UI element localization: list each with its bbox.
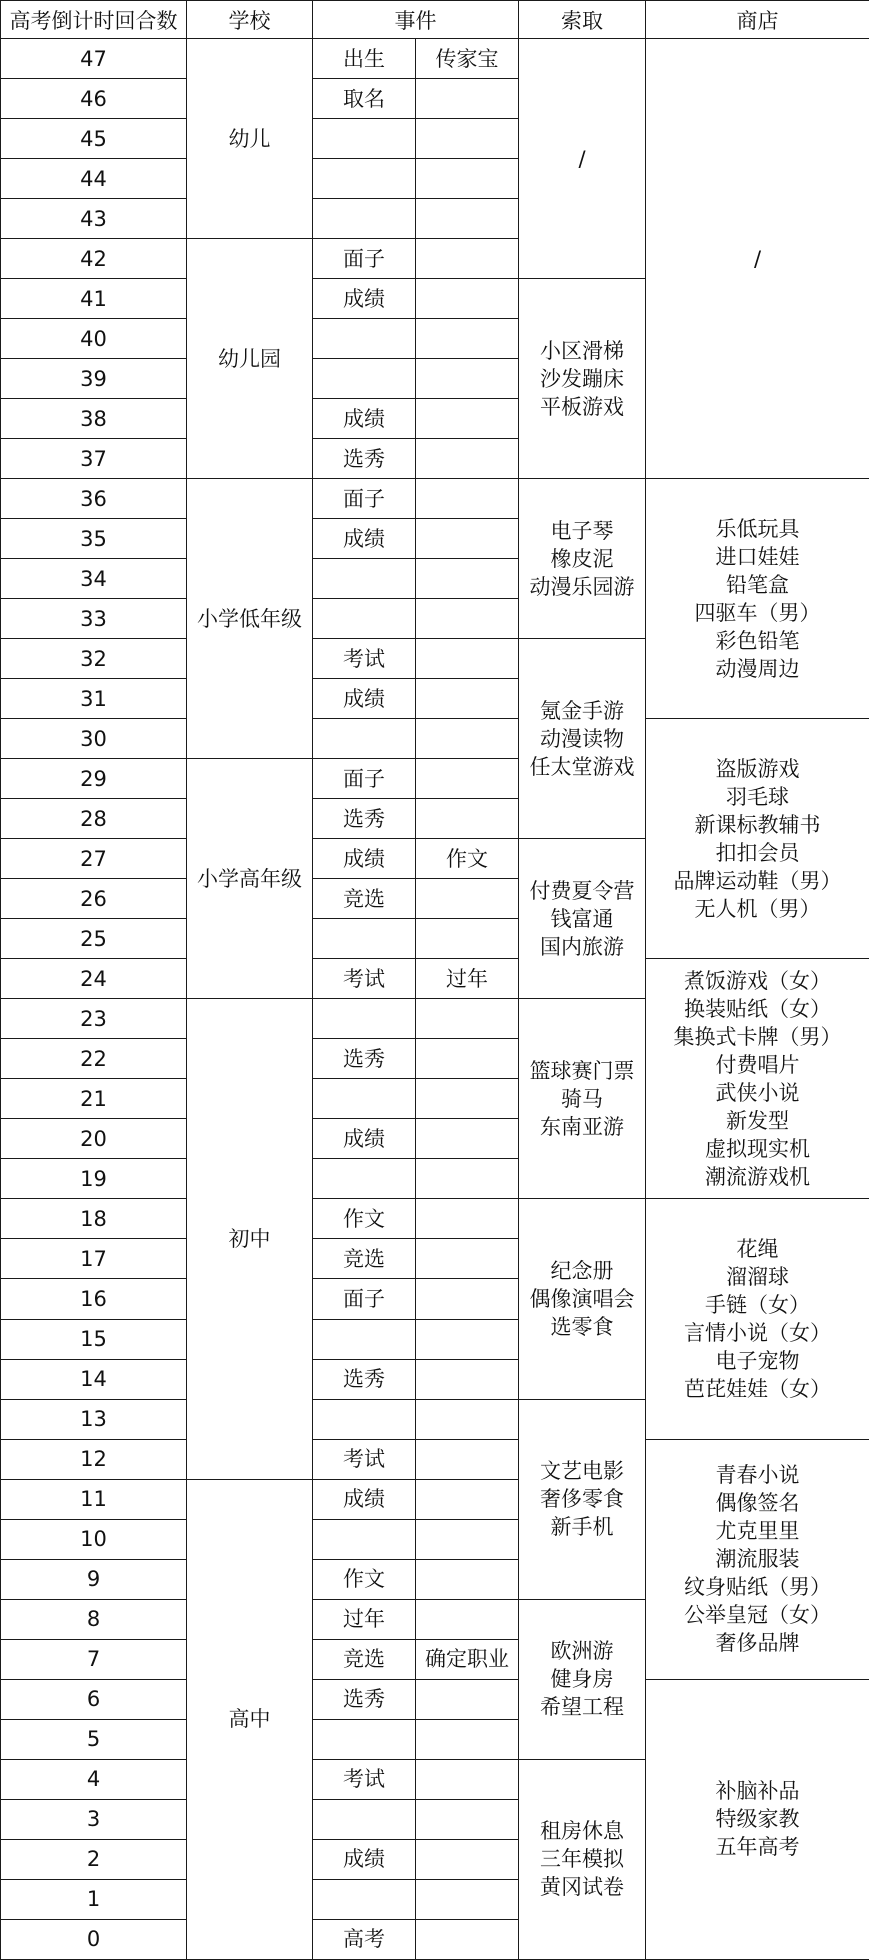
round-number: 8 [1, 1599, 187, 1639]
round-number: 33 [1, 599, 187, 639]
event-main [313, 919, 416, 959]
shop-group-item: 潮流游戏机 [705, 1164, 810, 1189]
event-main: 考试 [313, 959, 416, 999]
event-extra [416, 1519, 519, 1559]
event-extra [416, 1719, 519, 1759]
event-main: 作文 [313, 1559, 416, 1599]
round-number: 41 [1, 279, 187, 319]
demand-group-item: 小区滑梯 [540, 338, 624, 363]
event-main: 面子 [313, 479, 416, 519]
shop-group-item: 纹身贴纸（男） [684, 1575, 831, 1600]
shop-group-item: 新发型 [726, 1108, 789, 1133]
event-extra [416, 759, 519, 799]
event-extra [416, 1319, 519, 1359]
school-stage: 小学低年级 [187, 479, 313, 759]
event-main: 出生 [313, 39, 416, 79]
event-main: 考试 [313, 639, 416, 679]
event-extra [416, 319, 519, 359]
shop-group-item: 补脑补品 [715, 1779, 800, 1804]
round-number: 3 [1, 1799, 187, 1839]
event-extra [416, 719, 519, 759]
round-number: 20 [1, 1119, 187, 1159]
round-number: 11 [1, 1479, 187, 1519]
event-extra [416, 799, 519, 839]
event-extra [416, 279, 519, 319]
shop-group-item: 动漫周边 [715, 656, 800, 681]
round-number: 18 [1, 1199, 187, 1239]
demand-group-item: 租房休息 [540, 1819, 624, 1844]
demand-group [519, 839, 646, 999]
event-extra [416, 79, 519, 119]
event-main [313, 1719, 416, 1759]
round-number: 46 [1, 79, 187, 119]
event-main: 选秀 [313, 799, 416, 839]
event-main: 选秀 [313, 1359, 416, 1399]
event-extra [416, 1559, 519, 1599]
shop-group [646, 959, 869, 1199]
event-main: 选秀 [313, 1679, 416, 1719]
event-extra [416, 1359, 519, 1399]
demand-group-item: 篮球赛门票 [529, 1058, 635, 1083]
shop-group-item: 偶像签名 [715, 1491, 800, 1516]
event-main [313, 1399, 416, 1439]
round-number: 30 [1, 719, 187, 759]
event-main: 成绩 [313, 399, 416, 439]
round-number: 32 [1, 639, 187, 679]
event-extra: 传家宝 [416, 39, 519, 79]
round-number: 5 [1, 1719, 187, 1759]
event-extra [416, 919, 519, 959]
event-extra [416, 639, 519, 679]
event-main [313, 319, 416, 359]
event-main [313, 559, 416, 599]
event-main: 面子 [313, 759, 416, 799]
round-number: 45 [1, 119, 187, 159]
demand-group-item: 国内旅游 [540, 934, 624, 959]
demand-group-item: 选零食 [550, 1314, 614, 1339]
school-stage: 小学高年级 [187, 759, 313, 999]
event-main: 成绩 [313, 279, 416, 319]
event-extra [416, 1439, 519, 1479]
event-main [313, 359, 416, 399]
shop-group-item: 彩色铅笔 [715, 628, 800, 653]
demand-group [519, 1399, 646, 1599]
event-main [313, 1519, 416, 1559]
event-extra: 确定职业 [416, 1639, 519, 1679]
shop-group-item: 盗版游戏 [715, 756, 800, 781]
header-row [1, 1, 869, 39]
event-main [313, 1079, 416, 1119]
school-stage: 幼儿 [187, 39, 313, 239]
round-number: 39 [1, 359, 187, 399]
round-number: 4 [1, 1759, 187, 1799]
shop-group-item: 换装贴纸（女） [684, 996, 831, 1021]
round-number: 42 [1, 239, 187, 279]
demand-group [519, 279, 646, 479]
round-number: 24 [1, 959, 187, 999]
demand-group [519, 1759, 646, 1959]
event-extra [416, 1399, 519, 1439]
demand-group-item: / [578, 146, 586, 171]
event-main: 取名 [313, 79, 416, 119]
shop-group-item: 潮流服装 [715, 1547, 800, 1572]
round-number: 9 [1, 1559, 187, 1599]
shop-group-item: 品牌运动鞋（男） [673, 868, 842, 893]
event-extra [416, 159, 519, 199]
event-main: 成绩 [313, 519, 416, 559]
table-row [1, 1199, 869, 1239]
demand-group-item: 钱富通 [550, 906, 614, 931]
round-number: 37 [1, 439, 187, 479]
event-main [313, 199, 416, 239]
shop-group-item: 手链（女） [705, 1293, 810, 1317]
event-extra [416, 599, 519, 639]
shop-group-item: 付费唱片 [715, 1052, 800, 1077]
round-number: 21 [1, 1079, 187, 1119]
round-number: 28 [1, 799, 187, 839]
event-extra [416, 1039, 519, 1079]
event-extra [416, 1799, 519, 1839]
event-main: 竞选 [313, 1639, 416, 1679]
demand-group-item: 偶像演唱会 [529, 1286, 635, 1311]
header-event: 事件 [313, 1, 519, 39]
shop-group-item: 电子宠物 [715, 1349, 800, 1373]
demand-group-item: 沙发蹦床 [540, 366, 624, 391]
event-main [313, 1799, 416, 1839]
shop-group-item: 集换式卡牌（男） [673, 1024, 842, 1049]
shop-group [646, 1199, 869, 1439]
shop-group-item: 花绳 [736, 1237, 779, 1261]
event-extra [416, 399, 519, 439]
shop-group [646, 39, 869, 479]
round-number: 38 [1, 399, 187, 439]
event-main: 成绩 [313, 1119, 416, 1159]
shop-group-item: 羽毛球 [726, 784, 789, 809]
event-main: 成绩 [313, 839, 416, 879]
event-main: 成绩 [313, 1839, 416, 1879]
event-extra [416, 1119, 519, 1159]
demand-group [519, 1599, 646, 1759]
demand-group-item: 文艺电影 [540, 1459, 624, 1484]
school-stage: 高中 [187, 1479, 313, 1959]
event-main: 竞选 [313, 1239, 416, 1279]
event-main: 考试 [313, 1759, 416, 1799]
event-main: 选秀 [313, 439, 416, 479]
event-main: 选秀 [313, 1039, 416, 1079]
shop-group [646, 479, 869, 719]
event-extra [416, 479, 519, 519]
event-main [313, 159, 416, 199]
demand-group-item: 新手机 [550, 1515, 614, 1540]
event-extra [416, 1159, 519, 1199]
event-extra [416, 1759, 519, 1799]
event-extra [416, 519, 519, 559]
school-stage: 幼儿园 [187, 239, 313, 479]
event-extra [416, 879, 519, 919]
demand-group-item: 希望工程 [540, 1695, 624, 1720]
shop-group-item: 铅笔盒 [726, 572, 789, 597]
event-extra [416, 239, 519, 279]
table-row [1, 1679, 869, 1719]
shop-group-item: 五年高考 [715, 1835, 800, 1860]
event-extra [416, 1599, 519, 1639]
round-number: 27 [1, 839, 187, 879]
round-number: 31 [1, 679, 187, 719]
shop-group-item: 无人机（男） [694, 896, 821, 921]
demand-group-item: 骑马 [561, 1086, 603, 1111]
event-extra [416, 1079, 519, 1119]
table-row [1, 39, 869, 79]
shop-group-item: 溜溜球 [726, 1265, 789, 1289]
school-stage: 初中 [187, 999, 313, 1479]
shop-group [646, 1679, 869, 1959]
round-number: 10 [1, 1519, 187, 1559]
demand-group-item: 电子琴 [550, 518, 614, 543]
event-extra [416, 1919, 519, 1959]
shop-group-item: / [753, 246, 762, 271]
demand-group-item: 东南亚游 [540, 1114, 624, 1139]
demand-group-item: 黄冈试卷 [540, 1875, 624, 1900]
round-number: 1 [1, 1879, 187, 1919]
shop-group-item: 四驱车（男） [694, 600, 821, 625]
table-body [1, 39, 869, 1960]
event-main [313, 599, 416, 639]
event-main [313, 999, 416, 1039]
event-main: 成绩 [313, 1479, 416, 1519]
shop-group [646, 719, 869, 959]
table-row [1, 719, 869, 759]
event-main: 面子 [313, 1279, 416, 1319]
event-extra [416, 439, 519, 479]
event-extra: 作文 [416, 839, 519, 879]
shop-group-item: 进口娃娃 [715, 544, 800, 569]
event-extra [416, 1879, 519, 1919]
event-extra [416, 1679, 519, 1719]
event-extra [416, 119, 519, 159]
demand-group [519, 39, 646, 279]
event-main: 作文 [313, 1199, 416, 1239]
round-number: 13 [1, 1399, 187, 1439]
round-number: 16 [1, 1279, 187, 1319]
round-number: 40 [1, 319, 187, 359]
round-number: 14 [1, 1359, 187, 1399]
event-main [313, 1319, 416, 1359]
round-number: 35 [1, 519, 187, 559]
event-main [313, 719, 416, 759]
shop-group-item: 尤克里里 [715, 1519, 800, 1544]
event-extra [416, 1839, 519, 1879]
header-demand: 索取 [519, 1, 646, 39]
event-extra [416, 1239, 519, 1279]
demand-group-item: 平板游戏 [540, 394, 624, 419]
header-round: 高考倒计时回合数 [1, 1, 187, 39]
demand-group-item: 动漫读物 [540, 726, 624, 751]
round-number: 0 [1, 1919, 187, 1959]
round-number: 12 [1, 1439, 187, 1479]
round-number: 2 [1, 1839, 187, 1879]
round-number: 17 [1, 1239, 187, 1279]
round-number: 15 [1, 1319, 187, 1359]
event-main: 过年 [313, 1599, 416, 1639]
shop-group-item: 煮饭游戏（女） [684, 968, 831, 993]
event-extra [416, 359, 519, 399]
event-extra [416, 559, 519, 599]
table-row [1, 1439, 869, 1479]
table-row [1, 479, 869, 519]
shop-group-item: 武侠小说 [715, 1080, 800, 1105]
demand-group [519, 479, 646, 639]
demand-group-item: 橡皮泥 [550, 546, 614, 571]
shop-group-item: 乐低玩具 [715, 516, 800, 541]
event-main: 成绩 [313, 679, 416, 719]
event-extra [416, 1479, 519, 1519]
event-main [313, 119, 416, 159]
round-number: 29 [1, 759, 187, 799]
event-main [313, 1159, 416, 1199]
round-number: 26 [1, 879, 187, 919]
demand-group-item: 欧洲游 [550, 1639, 614, 1664]
table-row [1, 959, 869, 999]
shop-group-item: 芭芘娃娃（女） [684, 1377, 831, 1401]
header-school: 学校 [187, 1, 313, 39]
shop-group-item: 公举皇冠（女） [684, 1603, 831, 1628]
round-number: 36 [1, 479, 187, 519]
demand-group-item: 付费夏令营 [529, 878, 635, 903]
demand-group [519, 999, 646, 1199]
event-main: 考试 [313, 1439, 416, 1479]
event-extra [416, 1279, 519, 1319]
demand-group [519, 639, 646, 839]
demand-group-item: 三年模拟 [540, 1847, 624, 1872]
event-extra [416, 999, 519, 1039]
event-extra: 过年 [416, 959, 519, 999]
event-main: 高考 [313, 1919, 416, 1959]
round-number: 19 [1, 1159, 187, 1199]
event-extra [416, 199, 519, 239]
shop-group-item: 虚拟现实机 [705, 1136, 810, 1161]
demand-group-item: 健身房 [550, 1667, 614, 1692]
event-main: 面子 [313, 239, 416, 279]
demand-group-item: 动漫乐园游 [529, 574, 635, 599]
round-number: 43 [1, 199, 187, 239]
shop-group-item: 扣扣会员 [715, 840, 800, 865]
round-number: 22 [1, 1039, 187, 1079]
demand-group-item: 纪念册 [550, 1258, 614, 1283]
event-extra [416, 679, 519, 719]
round-number: 7 [1, 1639, 187, 1679]
round-number: 23 [1, 999, 187, 1039]
round-number: 47 [1, 39, 187, 79]
demand-group-item: 任太堂游戏 [529, 754, 635, 779]
event-extra [416, 1199, 519, 1239]
event-main [313, 1879, 416, 1919]
shop-group-item: 奢侈品牌 [715, 1631, 800, 1656]
header-shop: 商店 [646, 1, 869, 39]
demand-group [519, 1199, 646, 1399]
round-number: 25 [1, 919, 187, 959]
shop-group [646, 1439, 869, 1679]
shop-group-item: 青春小说 [715, 1463, 800, 1488]
shop-group-item: 新课标教辅书 [694, 812, 821, 837]
shop-group-item: 言情小说（女） [684, 1321, 831, 1345]
demand-group-item: 奢侈零食 [540, 1487, 624, 1512]
demand-group-item: 氪金手游 [540, 698, 624, 723]
round-number: 44 [1, 159, 187, 199]
shop-group-item: 特级家教 [715, 1807, 800, 1832]
event-main: 竞选 [313, 879, 416, 919]
round-number: 34 [1, 559, 187, 599]
round-number: 6 [1, 1679, 187, 1719]
